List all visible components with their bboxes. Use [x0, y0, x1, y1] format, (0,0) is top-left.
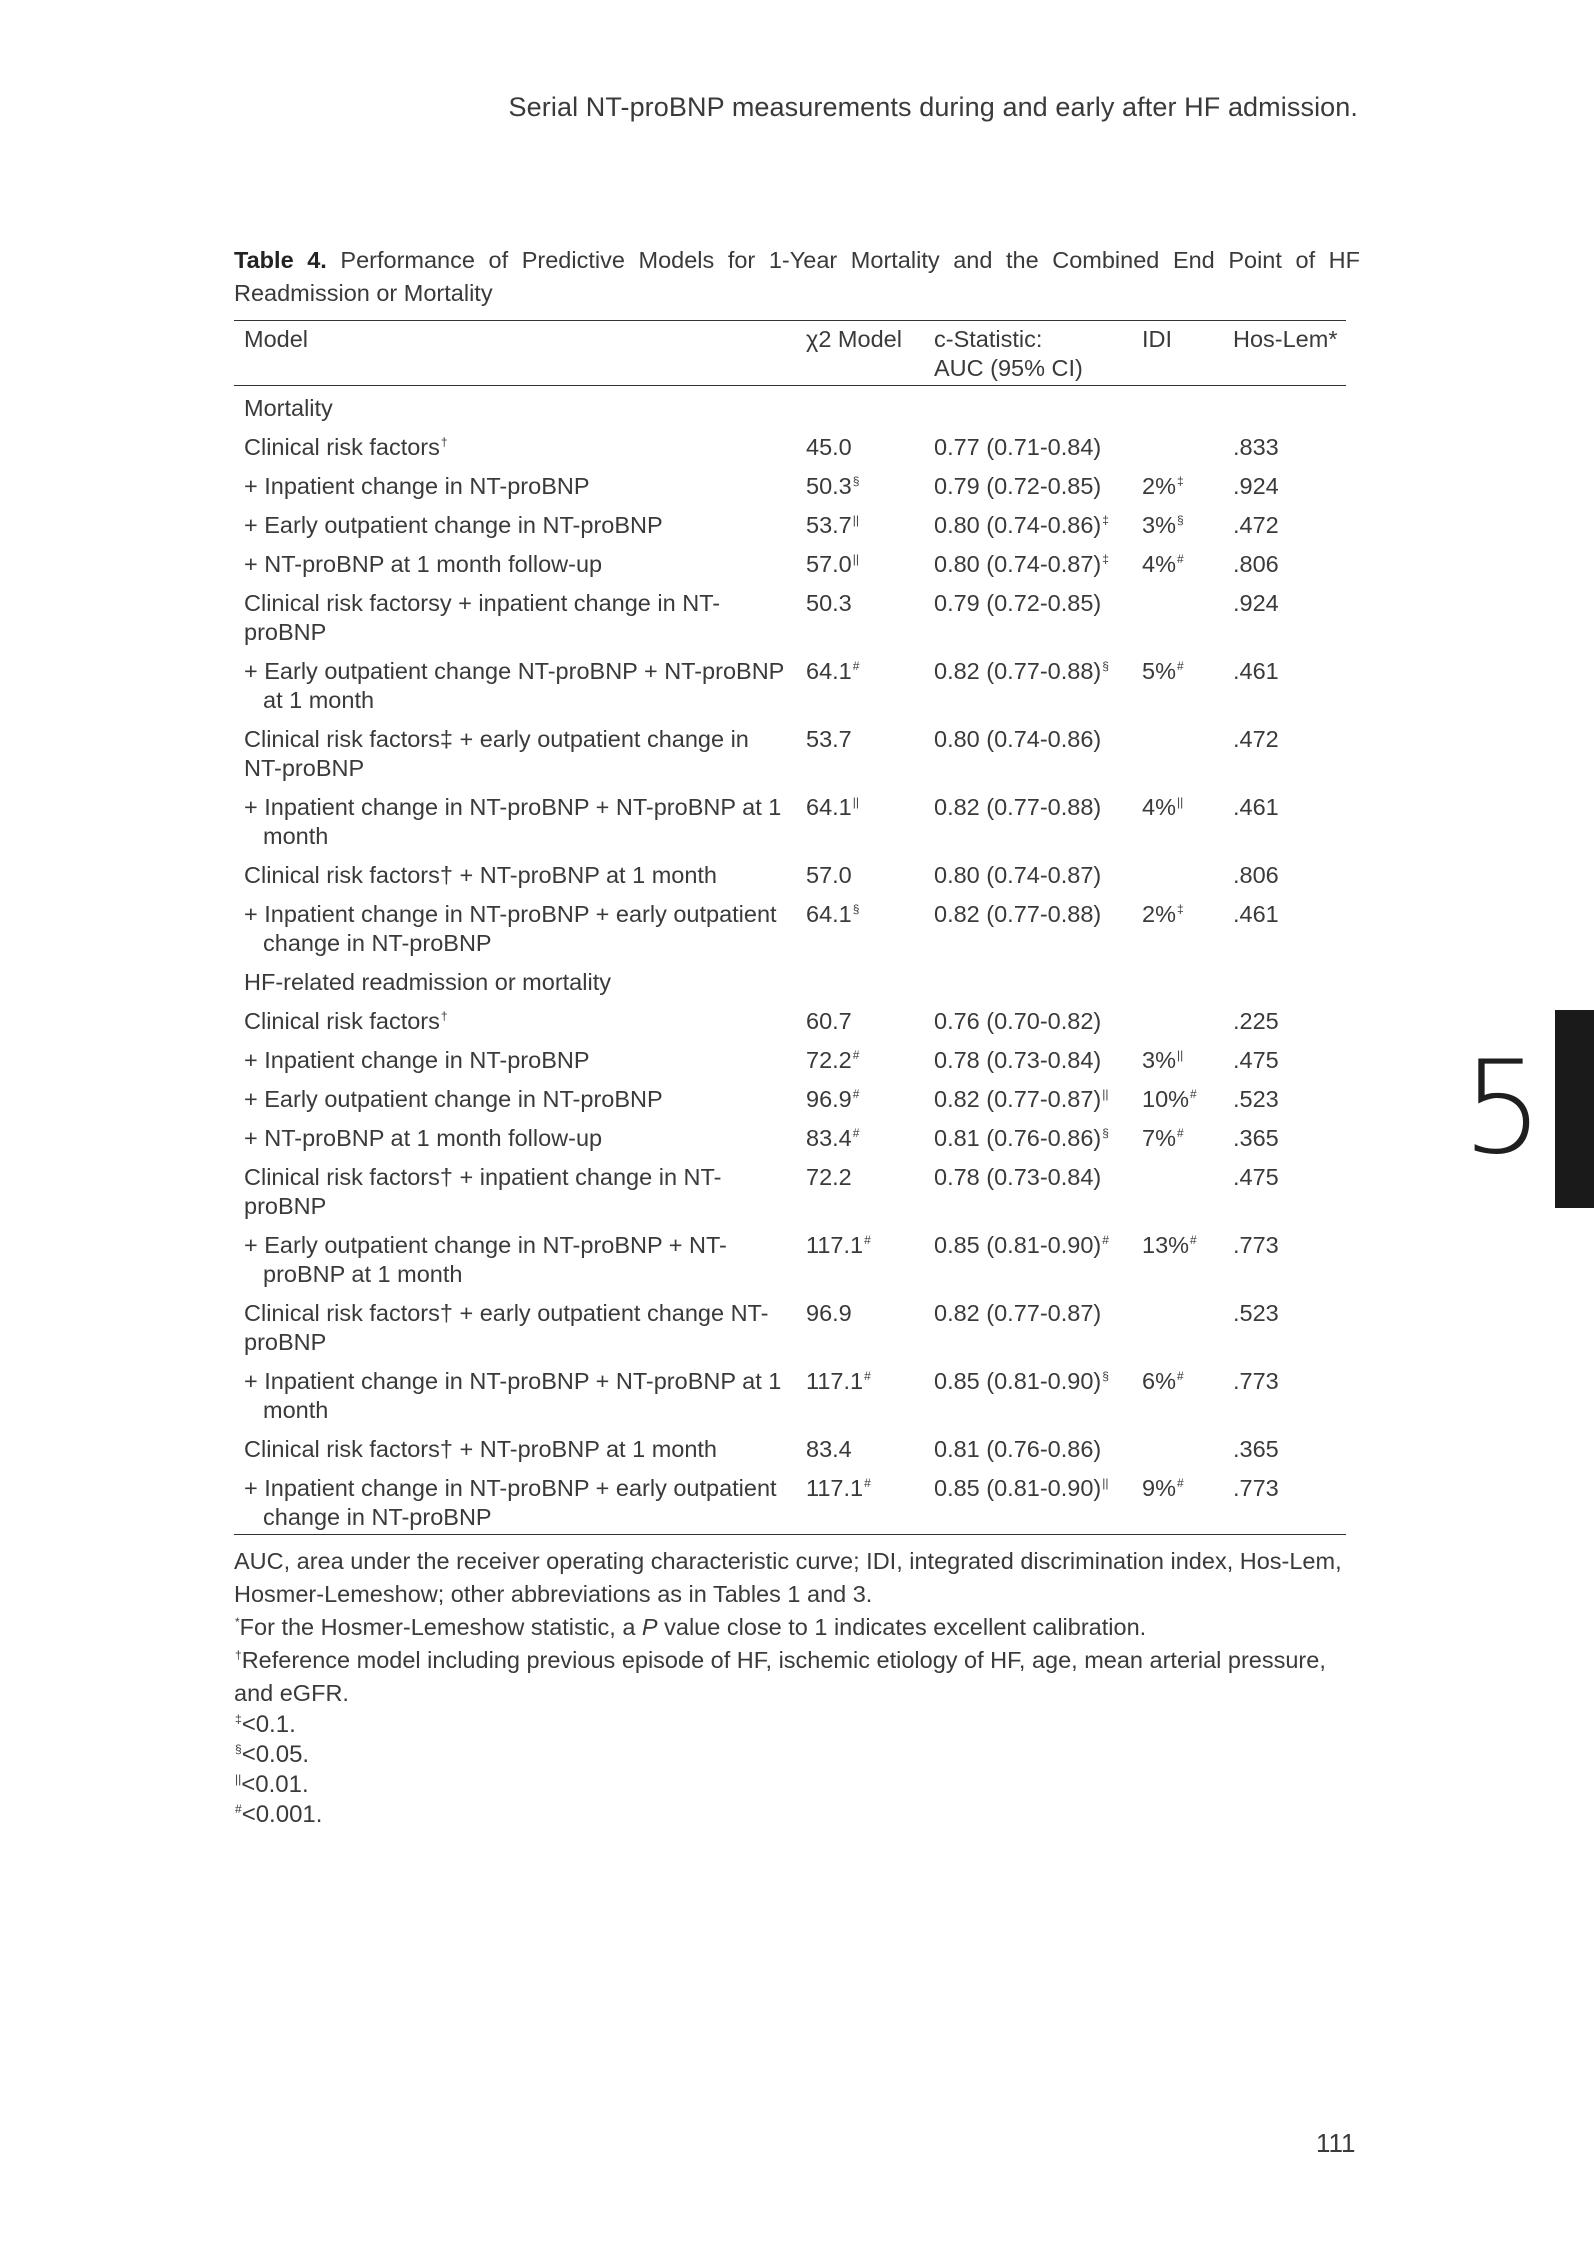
cell-auc: [924, 468, 1132, 507]
table-row: [234, 789, 1346, 857]
cell-idi-value: 2%: [1142, 901, 1176, 927]
table-row: [234, 429, 1346, 468]
cell-model: [234, 1120, 796, 1159]
cell-hos-lem: .806: [1233, 551, 1279, 577]
cell-hos-lem: .365: [1233, 1125, 1279, 1151]
cell-chi2: [796, 1227, 924, 1295]
footnote-sig-text: <0.1.: [241, 1711, 296, 1738]
table-row: [234, 653, 1346, 721]
cell-chi2-sup: ||: [852, 513, 859, 527]
table-row: [234, 585, 1346, 653]
header-auc: [924, 321, 1132, 386]
table-row: [234, 1120, 1346, 1159]
cell-chi2-value: 53.7: [806, 512, 852, 538]
table-row: [234, 1363, 1346, 1431]
cell-idi: [1132, 546, 1219, 585]
cell-chi2-sup: ||: [852, 795, 859, 809]
cell-idi: [1132, 1470, 1219, 1535]
cell-model: [234, 1159, 796, 1227]
cell-idi: [1132, 1003, 1219, 1042]
cell-idi: [1132, 896, 1219, 964]
cell-auc-value: 0.76 (0.70-0.82): [934, 1008, 1102, 1034]
table-row: [234, 1081, 1346, 1120]
table-row: [234, 721, 1346, 789]
table-row: [234, 1431, 1346, 1470]
cell-auc-value: 0.80 (0.74-0.87): [934, 862, 1102, 888]
cell-model-text: + Early outpatient change in NT-proBNP: [244, 1086, 663, 1112]
cell-auc-value: 0.79 (0.72-0.85): [934, 590, 1102, 616]
cell-model-text: + NT-proBNP at 1 month follow-up: [244, 551, 603, 577]
cell-chi2-value: 64.1: [806, 794, 852, 820]
cell-auc-value: 0.78 (0.73-0.84): [934, 1047, 1102, 1073]
cell-idi-value: 3%: [1142, 1047, 1176, 1073]
cell-hos-lem: .365: [1233, 1436, 1279, 1462]
cell-idi: [1132, 1042, 1219, 1081]
cell-auc-sup: ||: [1102, 1087, 1109, 1101]
cell-auc: [924, 546, 1132, 585]
page-number: 111: [1316, 2128, 1356, 2158]
cell-idi: [1132, 1159, 1219, 1227]
cell-hos-lem: .773: [1219, 1470, 1346, 1535]
cell-auc-sup: ‡: [1102, 552, 1109, 566]
cell-model-text: + Inpatient change in NT-proBNP + NT-proBNP at 1 month: [244, 794, 782, 849]
cell-model-text: Clinical risk factors† + inpatient change in NT-proBNP: [244, 1164, 722, 1219]
cell-model-text: Clinical risk factors† + NT-proBNP at 1 month: [244, 1436, 718, 1462]
cell-auc-sup: §: [1102, 659, 1109, 673]
cell-hos-lem: .924: [1233, 590, 1279, 616]
running-header: Serial NT-proBNP measurements during and early after HF admission.: [508, 92, 1358, 122]
cell-chi2-sup: #: [852, 1126, 860, 1140]
cell-model: [234, 507, 796, 546]
header-chi2: χ2 Model: [796, 321, 924, 386]
cell-hos-lem: .773: [1233, 1368, 1279, 1394]
cell-model: [234, 1003, 796, 1042]
cell-chi2: [796, 789, 924, 857]
cell-hos-lem: .225: [1233, 1008, 1279, 1034]
cell-idi: [1132, 1227, 1219, 1295]
cell-auc: [924, 1470, 1132, 1535]
cell-auc: [924, 653, 1132, 721]
cell-model: [234, 1227, 796, 1295]
footnote-sig-text: <0.001.: [241, 1801, 323, 1828]
cell-model: [234, 1363, 796, 1431]
cell-idi: [1132, 1081, 1219, 1120]
cell-auc-value: 0.82 (0.77-0.88): [934, 901, 1102, 927]
cell-model-text: + NT-proBNP at 1 month follow-up: [244, 1125, 603, 1151]
cell-idi: [1132, 653, 1219, 721]
cell-hos-lem: .833: [1233, 434, 1279, 460]
table-footnotes: [234, 1545, 1364, 1830]
cell-idi: [1132, 585, 1219, 653]
cell-idi: [1132, 507, 1219, 546]
footnote-star-post: value close to 1 indicates excellent calibration.: [657, 1614, 1147, 1640]
cell-chi2-value: 117.1: [806, 1368, 864, 1394]
cell-chi2-sup: §: [852, 474, 860, 488]
cell-idi-value: 9%: [1142, 1475, 1176, 1501]
cell-model-text: Clinical risk factorsy + inpatient change in NT-proBNP: [244, 590, 721, 645]
cell-model: [234, 721, 796, 789]
cell-auc: [924, 429, 1132, 468]
cell-model: [234, 1295, 796, 1363]
cell-chi2: [796, 1120, 924, 1159]
cell-auc-value: 0.80 (0.74-0.86): [934, 512, 1102, 538]
cell-hos-lem: .472: [1233, 512, 1279, 538]
footnote-abbreviations: AUC, area under the receiver operating characteristic curve; IDI, integrated discrimination index, Hos-Lem, Hosmer-Lemeshow; other abbreviations as in Tables 1 and 3.: [234, 1548, 1342, 1607]
table-row: [234, 1003, 1346, 1042]
cell-chi2-sup: #: [864, 1233, 871, 1247]
cell-auc-value: 0.85 (0.81-0.90): [934, 1368, 1102, 1394]
cell-model-text: Clinical risk factors† + NT-proBNP at 1 month: [244, 862, 718, 888]
table-row: [234, 546, 1346, 585]
cell-model: [234, 896, 796, 964]
cell-idi-value: 4%: [1142, 794, 1176, 820]
cell-idi: [1132, 429, 1219, 468]
cell-auc-value: 0.78 (0.73-0.84): [934, 1164, 1102, 1190]
cell-auc: [924, 1159, 1132, 1227]
cell-idi-value: 5%: [1142, 658, 1176, 684]
cell-hos-lem: .523: [1233, 1300, 1279, 1326]
footnote-sig-text: <0.01.: [241, 1771, 309, 1798]
cell-model: [234, 653, 796, 721]
cell-model: [234, 546, 796, 585]
cell-idi: [1132, 721, 1219, 789]
cell-hos-lem: .523: [1233, 1086, 1279, 1112]
table-header: [234, 321, 1346, 386]
chapter-tab-bar: [1555, 1010, 1594, 1208]
cell-auc-value: 0.82 (0.77-0.87): [934, 1086, 1102, 1112]
cell-idi-sup: ‡: [1176, 474, 1184, 488]
footnote-dagger: [234, 1644, 1364, 1710]
cell-chi2: [796, 653, 924, 721]
cell-auc: [924, 857, 1132, 896]
cell-idi-sup: #: [1176, 659, 1184, 673]
cell-auc: [924, 507, 1132, 546]
table-header-row: [234, 321, 1346, 386]
header-auc-line1: c-Statistic:: [934, 326, 1043, 352]
footnote-sig-2: [234, 1740, 1364, 1770]
cell-chi2-value: 72.2: [806, 1047, 852, 1073]
table-row: [234, 857, 1346, 896]
cell-chi2-value: 57.0: [806, 551, 852, 577]
cell-model: [234, 857, 796, 896]
section-row: [234, 386, 1346, 430]
cell-model-text: + Inpatient change in NT-proBNP: [244, 1047, 590, 1073]
cell-model: [234, 585, 796, 653]
cell-chi2: [796, 429, 924, 468]
cell-idi: [1132, 1295, 1219, 1363]
cell-chi2: [796, 1431, 924, 1470]
cell-idi-sup: #: [1176, 1476, 1184, 1490]
table-caption: [234, 244, 1360, 310]
cell-chi2-value: 117.1: [806, 1475, 864, 1501]
cell-auc: [924, 1363, 1132, 1431]
cell-chi2-value: 72.2: [806, 1164, 852, 1190]
cell-auc-value: 0.77 (0.71-0.84): [934, 434, 1102, 460]
cell-chi2: [796, 1003, 924, 1042]
cell-idi-value: 13%: [1142, 1232, 1190, 1258]
cell-model: [234, 1042, 796, 1081]
cell-auc-value: 0.82 (0.77-0.88): [934, 658, 1102, 684]
cell-auc-sup: §: [1102, 1369, 1109, 1383]
cell-auc: [924, 896, 1132, 964]
cell-model: [234, 1431, 796, 1470]
cell-idi-value: 7%: [1142, 1125, 1176, 1151]
cell-idi-sup: #: [1176, 1126, 1184, 1140]
cell-idi: [1132, 1120, 1219, 1159]
section-label: HF-related readmission or mortality: [244, 969, 611, 995]
cell-hos-lem: .475: [1233, 1047, 1279, 1073]
cell-model-text: Clinical risk factors† + early outpatient change NT-proBNP: [244, 1300, 769, 1355]
table-row: [234, 896, 1346, 964]
cell-idi-value: 6%: [1142, 1368, 1176, 1394]
cell-idi-sup: #: [1190, 1233, 1197, 1247]
cell-idi-sup: ||: [1176, 1048, 1184, 1062]
cell-model: [234, 1470, 796, 1535]
footnote-star-p: P: [641, 1614, 658, 1640]
cell-auc-value: 0.79 (0.72-0.85): [934, 473, 1102, 499]
footnote-sig-mark: §: [235, 1742, 242, 1756]
cell-chi2-value: 57.0: [806, 862, 852, 888]
cell-idi: [1132, 1431, 1219, 1470]
cell-chi2-sup: ||: [852, 552, 859, 566]
cell-chi2-value: 53.7: [806, 726, 852, 752]
footnote-sig-mark: #: [235, 1802, 242, 1816]
cell-chi2-value: 50.3: [806, 590, 852, 616]
cell-auc: [924, 789, 1132, 857]
cell-auc: [924, 1120, 1132, 1159]
cell-chi2: [796, 1159, 924, 1227]
cell-chi2: [796, 1295, 924, 1363]
table-body: [234, 386, 1346, 1535]
footnote-sig-text: <0.05.: [241, 1741, 310, 1768]
section-row: [234, 964, 1346, 1003]
cell-idi-value: 2%: [1142, 473, 1176, 499]
footnote-dagger-mark: †: [235, 1648, 242, 1662]
footnote-sig-1: [234, 1710, 1364, 1740]
cell-chi2-sup: #: [852, 1048, 860, 1062]
cell-hos-lem: .806: [1233, 862, 1279, 888]
cell-model-text: Clinical risk factors: [244, 1008, 440, 1034]
header-model: Model: [234, 321, 796, 386]
footnote-sig-3: [234, 1770, 1364, 1800]
cell-auc: [924, 1295, 1132, 1363]
cell-idi-sup: #: [1176, 1369, 1184, 1383]
cell-auc: [924, 1431, 1132, 1470]
cell-auc-value: 0.81 (0.76-0.86): [934, 1436, 1102, 1462]
cell-chi2-value: 117.1: [806, 1232, 864, 1258]
cell-idi-sup: ||: [1176, 795, 1184, 809]
cell-auc-value: 0.82 (0.77-0.87): [934, 1300, 1102, 1326]
table-row: [234, 1227, 1346, 1295]
cell-chi2-value: 96.9: [806, 1086, 852, 1112]
cell-idi: [1132, 857, 1219, 896]
cell-auc: [924, 1003, 1132, 1042]
cell-chi2-value: 60.7: [806, 1008, 852, 1034]
footnote-sig-mark: ‡: [235, 1712, 242, 1726]
cell-model: [234, 429, 796, 468]
cell-idi-sup: #: [1176, 552, 1184, 566]
section-label: Mortality: [244, 395, 333, 421]
cell-chi2: [796, 721, 924, 789]
table-row: [234, 507, 1346, 546]
footnote-star: [234, 1611, 1364, 1644]
cell-model: [234, 468, 796, 507]
cell-model: [234, 789, 796, 857]
cell-hos-lem: .924: [1233, 473, 1279, 499]
cell-model-text: + Inpatient change in NT-proBNP: [244, 473, 590, 499]
cell-chi2: [796, 546, 924, 585]
cell-hos-lem: .773: [1233, 1232, 1279, 1258]
cell-chi2-sup: #: [864, 1476, 871, 1490]
cell-auc-value: 0.85 (0.81-0.90): [934, 1475, 1102, 1501]
results-table-wrapper: [234, 320, 1346, 1535]
footnote-star-mark: *: [235, 1615, 240, 1629]
cell-chi2: [796, 1470, 924, 1535]
cell-auc-sup: §: [1102, 1126, 1109, 1140]
cell-chi2-value: 50.3: [806, 473, 852, 499]
cell-chi2: [796, 1042, 924, 1081]
cell-chi2-value: 83.4: [806, 1436, 852, 1462]
table-caption-text: Performance of Predictive Models for 1-Year Mortality and the Combined End Point of HF Readmission or Mortality: [234, 247, 1361, 306]
cell-model-text: + Early outpatient change NT-proBNP + NT-proBNP at 1 month: [244, 658, 784, 713]
cell-auc: [924, 1227, 1132, 1295]
cell-auc-value: 0.80 (0.74-0.86): [934, 726, 1102, 752]
chapter-number: 5: [1462, 1034, 1544, 1183]
cell-auc-sup: ||: [1102, 1476, 1109, 1490]
header-idi: IDI: [1132, 321, 1219, 386]
table-row: [234, 468, 1346, 507]
cell-model-text: Clinical risk factors: [244, 434, 440, 460]
results-table: [234, 320, 1346, 1535]
cell-chi2-sup: #: [852, 1087, 860, 1101]
cell-idi-sup: ‡: [1176, 902, 1184, 916]
cell-chi2-value: 64.1: [806, 658, 852, 684]
table-row: [234, 1159, 1346, 1227]
cell-chi2: [796, 896, 924, 964]
cell-model-sup: †: [440, 435, 448, 449]
cell-idi-value: 3%: [1142, 512, 1176, 538]
cell-model-text: Clinical risk factors‡ + early outpatient change in NT-proBNP: [244, 726, 749, 781]
cell-hos-lem: .461: [1233, 794, 1279, 820]
cell-idi: [1132, 468, 1219, 507]
table-row: [234, 1295, 1346, 1363]
cell-chi2-value: 96.9: [806, 1300, 852, 1326]
cell-chi2: [796, 1363, 924, 1431]
footnote-sig-mark: ||: [235, 1772, 242, 1786]
cell-auc: [924, 585, 1132, 653]
cell-hos-lem: .472: [1233, 726, 1279, 752]
footnote-sig-4: [234, 1800, 1364, 1830]
cell-model-text: + Inpatient change in NT-proBNP + early outpatient change in NT-proBNP: [244, 1475, 777, 1530]
cell-model-text: + Inpatient change in NT-proBNP + NT-proBNP at 1 month: [244, 1368, 782, 1423]
cell-auc: [924, 1042, 1132, 1081]
cell-chi2-sup: #: [864, 1369, 871, 1383]
cell-auc: [924, 721, 1132, 789]
table-row: [234, 1470, 1346, 1535]
cell-chi2-value: 45.0: [806, 434, 852, 460]
cell-chi2: [796, 857, 924, 896]
cell-idi-sup: §: [1176, 513, 1184, 527]
cell-idi-sup: #: [1190, 1087, 1197, 1101]
cell-auc-value: 0.80 (0.74-0.87): [934, 551, 1102, 577]
cell-auc-sup: ‡: [1102, 513, 1109, 527]
header-auc-line2: AUC (95% CI): [934, 355, 1083, 381]
cell-hos-lem: .461: [1233, 901, 1279, 927]
header-hos-lem: Hos-Lem*: [1219, 321, 1346, 386]
cell-auc-sup: #: [1102, 1233, 1109, 1247]
cell-chi2-value: 83.4: [806, 1125, 852, 1151]
table-label: Table 4.: [234, 247, 327, 273]
cell-model-text: + Early outpatient change in NT-proBNP: [244, 512, 663, 538]
table-row: [234, 1042, 1346, 1081]
cell-idi: [1132, 1363, 1219, 1431]
cell-model: [234, 1081, 796, 1120]
cell-idi-value: 4%: [1142, 551, 1176, 577]
cell-idi: [1132, 789, 1219, 857]
cell-model-sup: †: [440, 1009, 448, 1023]
footnote-star-pre: For the Hosmer-Lemeshow statistic, a: [239, 1614, 642, 1640]
cell-chi2-sup: #: [852, 659, 860, 673]
cell-chi2: [796, 507, 924, 546]
cell-model-text: + Inpatient change in NT-proBNP + early outpatient change in NT-proBNP: [244, 901, 777, 956]
cell-hos-lem: .461: [1233, 658, 1279, 684]
cell-chi2-sup: §: [852, 902, 860, 916]
cell-auc: [924, 1081, 1132, 1120]
cell-chi2: [796, 1081, 924, 1120]
cell-hos-lem: .475: [1233, 1164, 1279, 1190]
cell-chi2: [796, 585, 924, 653]
footnote-dagger-text: Reference model including previous episode of HF, ischemic etiology of HF, age, mean arterial pressure, and eGFR.: [234, 1647, 1326, 1706]
cell-chi2: [796, 468, 924, 507]
cell-auc-value: 0.85 (0.81-0.90): [934, 1232, 1102, 1258]
cell-idi-value: 10%: [1142, 1086, 1190, 1112]
cell-auc-value: 0.81 (0.76-0.86): [934, 1125, 1102, 1151]
cell-chi2-value: 64.1: [806, 901, 852, 927]
cell-model-text: + Early outpatient change in NT-proBNP + NT-proBNP at 1 month: [244, 1232, 727, 1287]
cell-auc-value: 0.82 (0.77-0.88): [934, 794, 1102, 820]
